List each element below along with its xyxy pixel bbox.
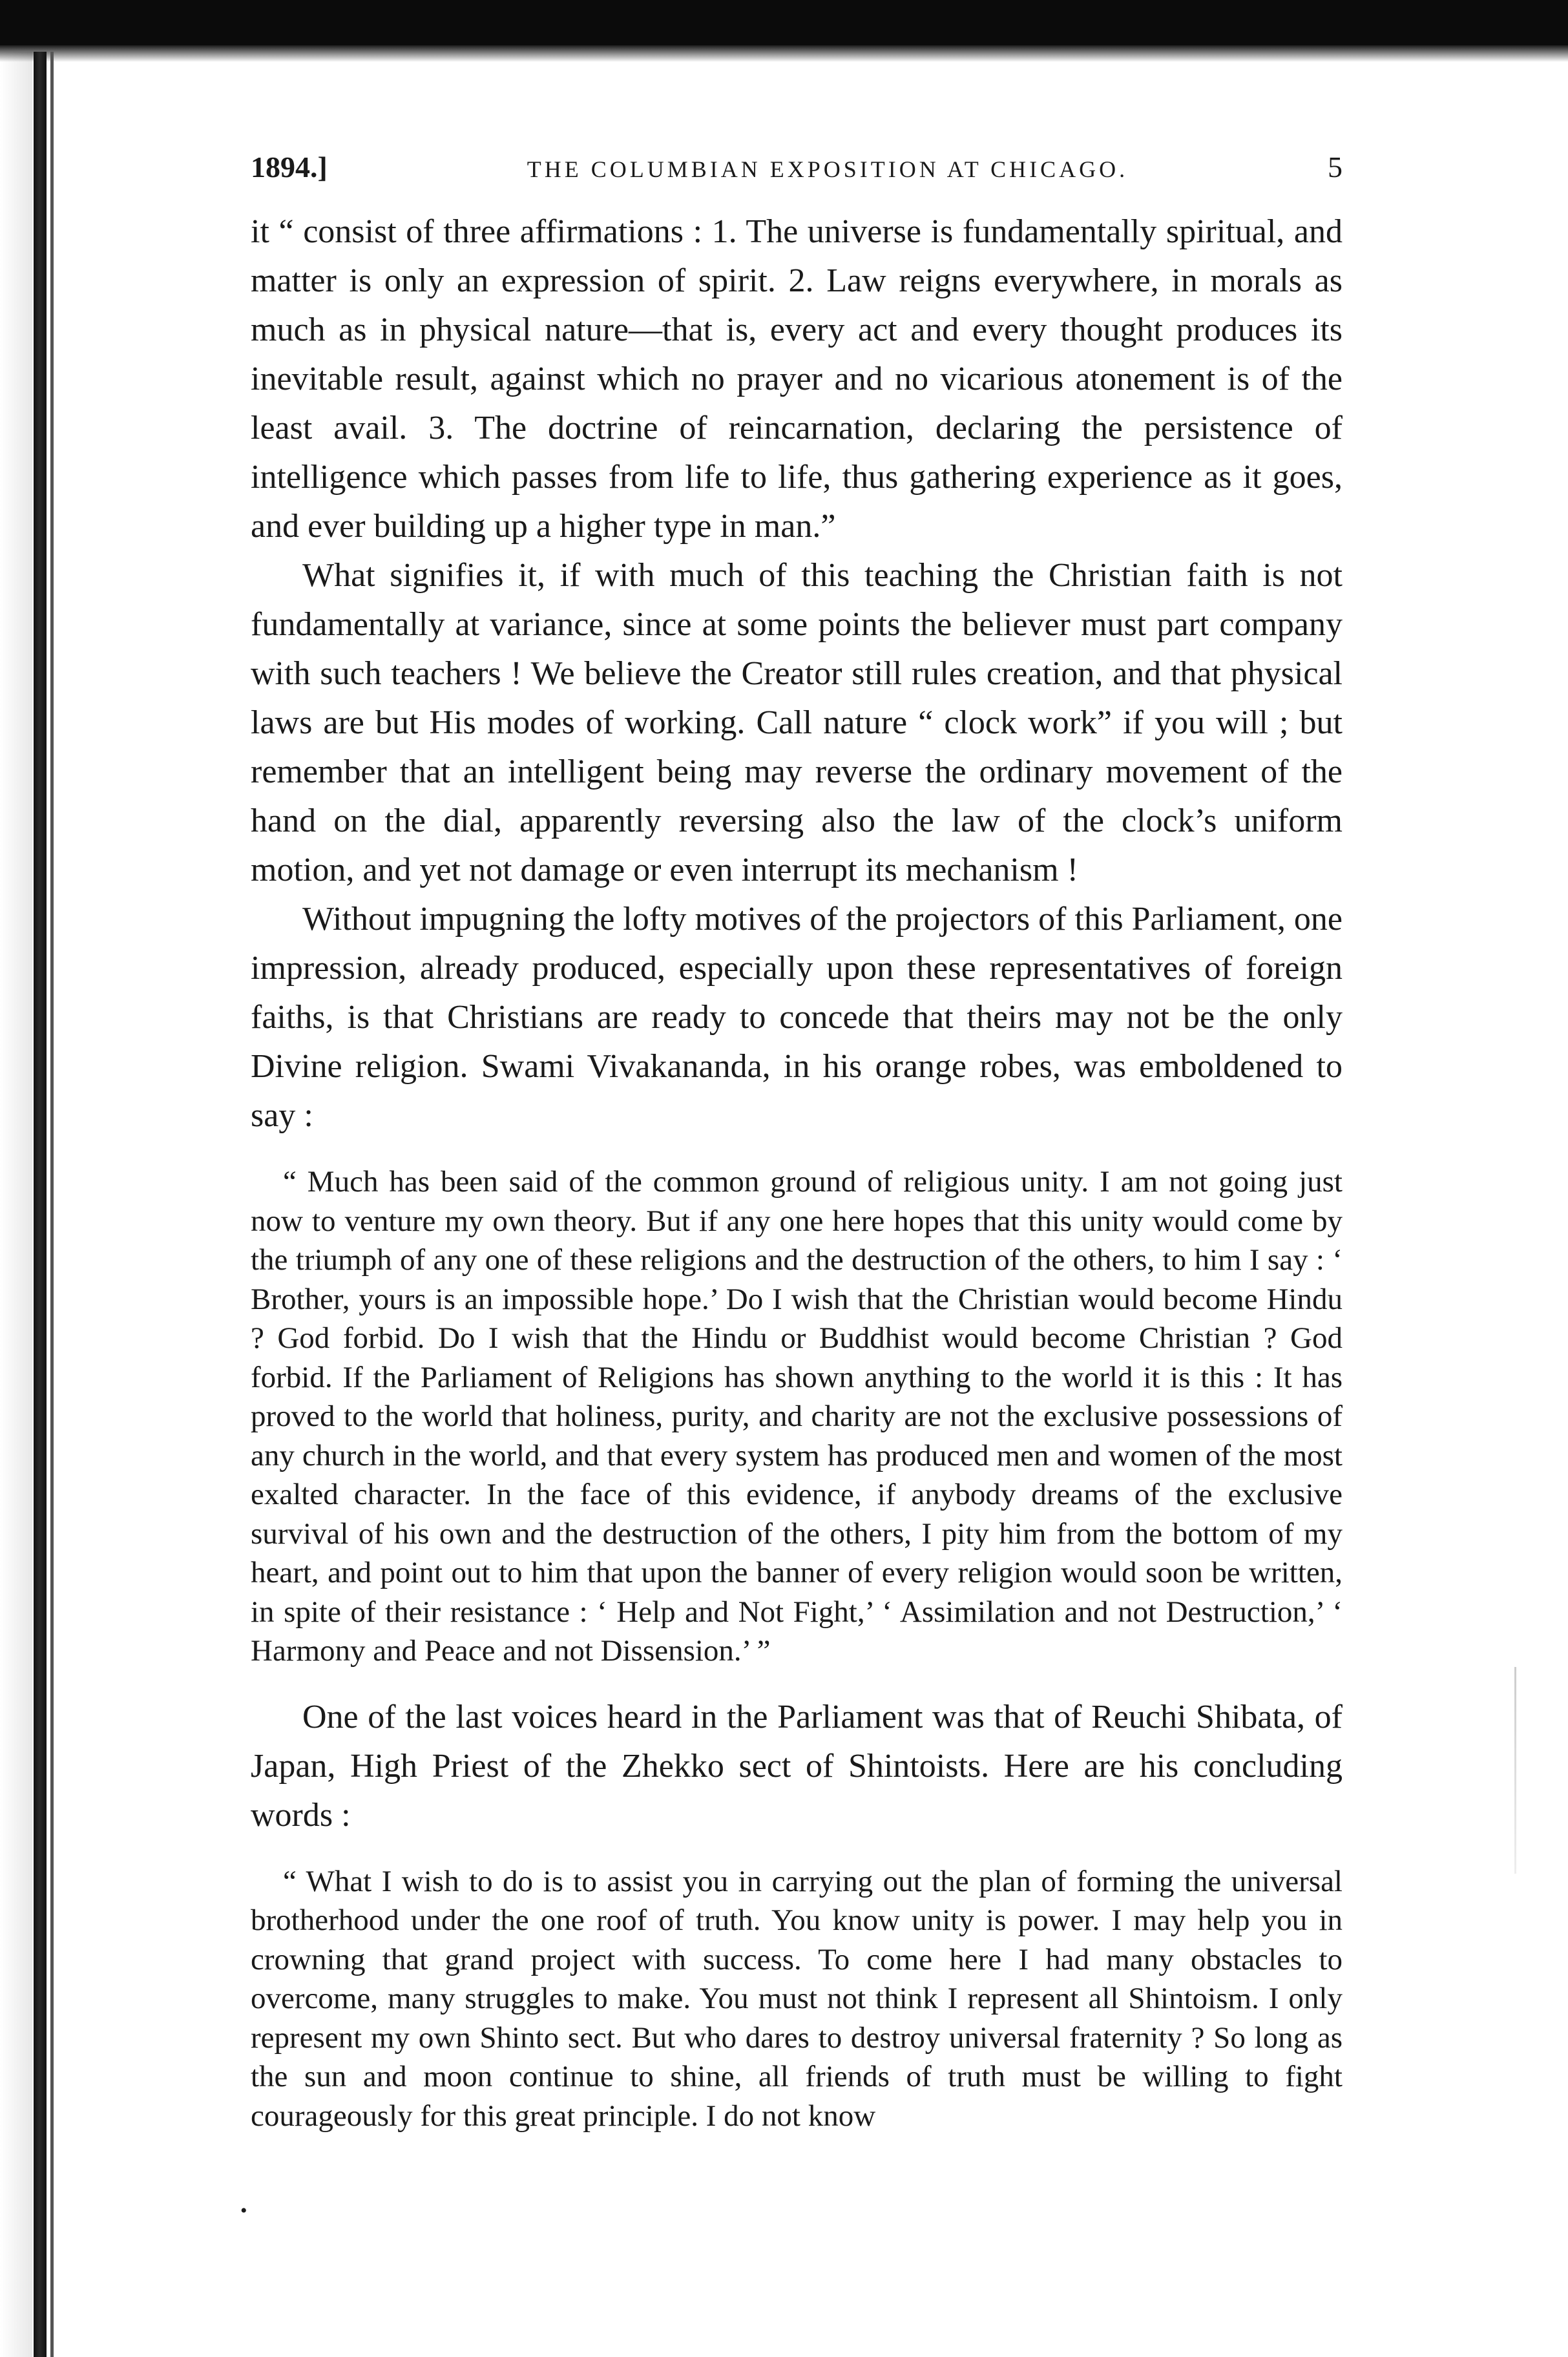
paragraph-2: What signifies it, if with much of this teaching the Christian faith is not fundamentally at variance, since at some points the believer must part company with such teachers ! We believe the Creator still rules creation, and that physical laws are but His modes of working. Call nature “ clock work” if you will ; but remember that an intelligent being may reverse the ordinary movement of the hand on the dial, apparently reversing also the law of the clock’s uniform motion, and yet not damage or even interrupt its mechanism !: [251, 557, 1343, 888]
block-quote-vivakananda: [251, 1162, 1343, 1671]
quote-vivakananda-text: “ Much has been said of the common ground of religious unity. I am not going just now to venture my own theory. But if any one here hopes that this unity would come by the triumph of any one of these religions and the destruction of the others, to him I say : ‘ Brother, yours is an impossible hope.’ Do I wish that the Christian would become Hindu ? God forbid. Do I wish that the Hindu or Buddhist would become Christian ? God forbid. If the Parliament of Religions has shown anything to the world it is this : It has proved to the world that holiness, purity, and charity are not the exclusive possessions of any church in the world, and that every system has produced men and women of the most exalted character. In the face of this evidence, if anybody dreams of the exclusive survival of his own and the destruction of the others, I pity him from the bottom of my heart, and point out to him that upon the banner of every religion would soon be written, in spite of their resistance : ‘ Help and Not Fight,’ ‘ Assimilation and not Destruction,’ ‘ Harmony and Peace and not Dissension.’ ”: [251, 1165, 1343, 1668]
body-text: [251, 207, 1343, 2135]
quote-shibata-text: “ What I wish to do is to assist you in carrying out the plan of forming the universal brotherhood under the one roof of truth. You know unity is power. I may help you in crowning that grand project with success. To come here I had many obstacles to overcome, many struggles to make. You must not think I represent all Shintoism. I only represent my own Shinto sect. But who dares to destroy universal fraternity ? So long as the sun and moon continue to shine, all friends of truth must be willing to fight courageously for this great principle. I do not know: [251, 1864, 1343, 2133]
book-page: [251, 150, 1343, 2157]
binding-shadow: [0, 52, 32, 2357]
book-binding-inner-edge: [50, 52, 54, 2357]
scan-top-border: [0, 0, 1568, 45]
block-quote-shibata: [251, 1862, 1343, 2136]
page-number: 5: [1327, 151, 1343, 183]
stray-ink-dot: •: [240, 2200, 247, 2221]
book-binding-edge: [34, 52, 47, 2357]
scan-edge-mark: [1514, 1667, 1516, 1874]
running-head-year: 1894.]: [251, 151, 328, 183]
paragraph-4: One of the last voices heard in the Parliament was that of Reuchi Shibata, of Japan, High Priest of the Zhekko sect of Shintoists. Here are his concluding words :: [251, 1698, 1343, 1834]
running-head: [251, 150, 1343, 184]
paragraph-3: Without impugning the lofty motives of the projectors of this Parliament, one impression, already produced, especially upon these representatives of foreign faiths, is that Christians are ready to concede that theirs may not be the only Divine religion. Swami Vivakananda, in his orange robes, was emboldened to say :: [251, 901, 1343, 1134]
scan-top-shadow: [0, 45, 1568, 62]
paragraph-1: it “ consist of three affirmations : 1. The universe is fundamentally spiritual, and matter is only an expression of spirit. 2. Law reigns everywhere, in morals as much as in physical nature—that is, every act and every thought produces its inevitable result, against which no prayer and no vicarious atonement is of the least avail. 3. The doctrine of reincarnation, declaring the persistence of intelligence which passes from life to life, thus gathering experience as it goes, and ever building up a higher type in man.”: [251, 213, 1343, 545]
running-head-title: THE COLUMBIAN EXPOSITION AT CHICAGO.: [527, 156, 1129, 182]
